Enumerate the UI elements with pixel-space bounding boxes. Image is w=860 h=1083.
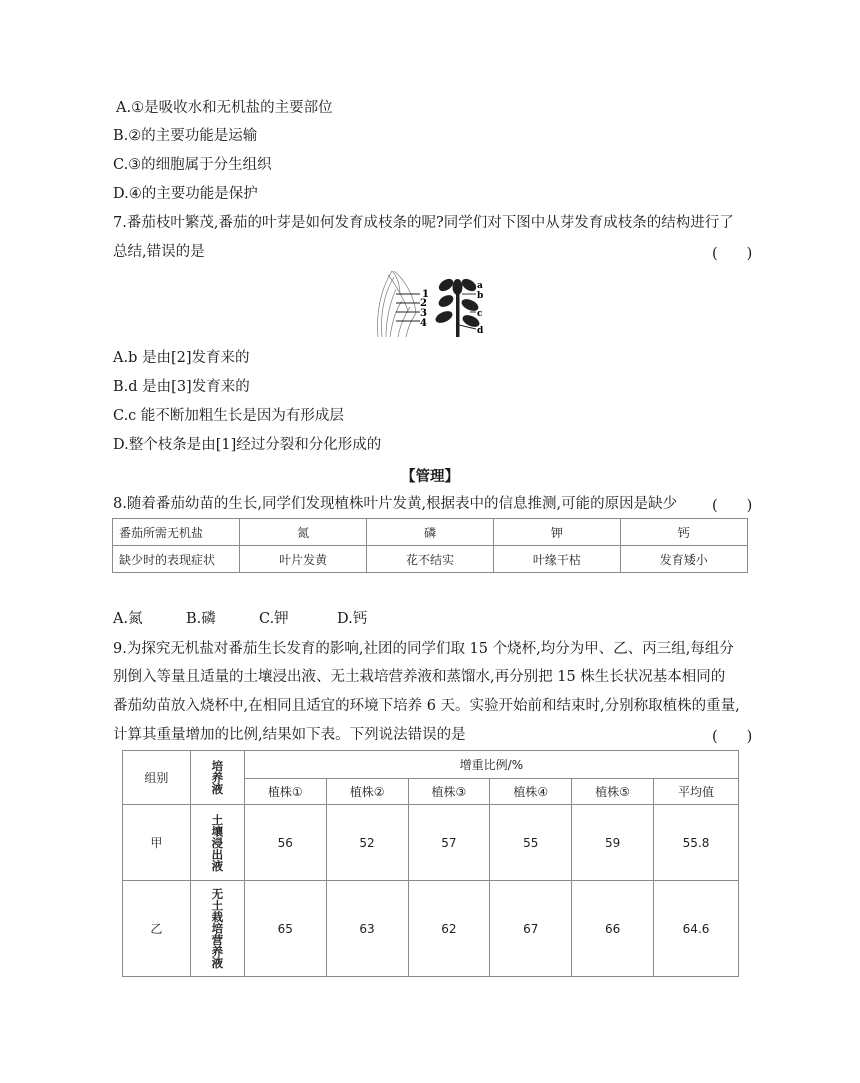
header-group: 组别 — [123, 751, 191, 805]
liquid-cell: 无土栽培营养液 — [190, 881, 244, 977]
q7-stem-line2: 总结,错误的是 — [113, 244, 205, 260]
branch-label-d: d — [477, 326, 484, 336]
q8-option-d: D.钙 — [337, 611, 368, 627]
bud-label-1: 1 — [422, 289, 429, 300]
table-cell: 氮 — [240, 519, 366, 546]
group-cell: 甲 — [123, 805, 191, 881]
table-cell: 缺少时的表现症状 — [113, 546, 240, 573]
table-row — [123, 805, 739, 881]
header-plant-4: 植株④ — [490, 779, 572, 805]
value-cell: 59 — [572, 805, 654, 881]
table-row — [113, 519, 748, 546]
q9-stem-line1: 9.为探究无机盐对番茄生长发育的影响,社团的同学们取 15 个烧杯,均分为甲、乙、丙三组,每组分 — [113, 641, 734, 657]
value-cell: 65 — [244, 881, 326, 977]
table-cell: 钙 — [620, 519, 747, 546]
bud-branch-figure — [370, 265, 490, 340]
q8-stem: 8.随着番茄幼苗的生长,同学们发现植株叶片发黄,根据表中的信息推测,可能的原因是缺少 — [113, 496, 678, 512]
bud-label-4: 4 — [420, 318, 427, 329]
q8-mineral-table — [112, 518, 748, 573]
value-cell: 57 — [408, 805, 490, 881]
liquid-cell: 土壤浸出液 — [190, 805, 244, 881]
bud-label-3: 3 — [420, 308, 427, 319]
branch-label-c: c — [477, 309, 483, 319]
header-plant-3: 植株③ — [408, 779, 490, 805]
q7-answer-paren: ( ) — [712, 246, 753, 262]
q9-stem-line4: 计算其重量增加的比例,结果如下表。下列说法错误的是 — [113, 727, 466, 743]
q9-stem-line2: 别倒入等量且适量的土壤浸出液、无土栽培营养液和蒸馏水,再分别把 15 株生长状况基本相同的 — [113, 669, 726, 685]
table-row — [123, 881, 739, 977]
table-row — [113, 546, 748, 573]
average-cell: 55.8 — [654, 805, 739, 881]
q7-option-d: D.整个枝条是由[1]经过分裂和分化形成的 — [113, 437, 382, 453]
group-cell: 乙 — [123, 881, 191, 977]
q8-options — [113, 609, 367, 629]
bud-sketch — [378, 271, 416, 337]
q9-stem-line3: 番茄幼苗放入烧杯中,在相同且适宜的环境下培养 6 天。实验开始前和结束时,分别称取植株的重量, — [113, 698, 740, 714]
branch-label-a: a — [477, 281, 483, 291]
q8-answer-paren: ( ) — [712, 498, 753, 514]
q6-option-b: B.②的主要功能是运输 — [113, 128, 258, 144]
value-cell: 62 — [408, 881, 490, 977]
q6-option-d: D.④的主要功能是保护 — [113, 186, 258, 202]
bud-label-2: 2 — [420, 298, 427, 309]
section-title: 【管理】 — [401, 468, 459, 485]
q9-weight-table — [122, 750, 739, 977]
table-cell: 番茄所需无机盐 — [113, 519, 240, 546]
table-cell: 磷 — [366, 519, 493, 546]
q8-option-a: A.氮 — [113, 611, 143, 627]
table-header-row — [123, 751, 739, 779]
table-cell: 发育矮小 — [620, 546, 747, 573]
table-cell: 钾 — [494, 519, 620, 546]
header-plant-1: 植株① — [244, 779, 326, 805]
header-plant-5: 植株⑤ — [572, 779, 654, 805]
q8-option-c: C.钾 — [259, 611, 289, 627]
q7-option-c: C.c 能不断加粗生长是因为有形成层 — [113, 408, 344, 424]
value-cell: 66 — [572, 881, 654, 977]
q7-stem-line1: 7.番茄枝叶繁茂,番茄的叶芽是如何发育成枝条的呢?同学们对下图中从芽发育成枝条的结构进行了 — [113, 215, 734, 231]
average-cell: 64.6 — [654, 881, 739, 977]
q6-option-a: A.①是吸收水和无机盐的主要部位 — [116, 100, 333, 116]
q8-option-b: B.磷 — [186, 611, 216, 627]
value-cell: 56 — [244, 805, 326, 881]
table-cell: 叶片发黄 — [240, 546, 366, 573]
q7-option-a: A.b 是由[2]发育来的 — [113, 350, 250, 366]
header-liquid: 培养液 — [190, 751, 244, 805]
q7-option-b: B.d 是由[3]发育来的 — [113, 379, 250, 395]
q6-option-c: C.③的细胞属于分生组织 — [113, 157, 272, 173]
header-average: 平均值 — [654, 779, 739, 805]
header-ratio: 增重比例/% — [244, 751, 738, 779]
branch-label-b: b — [477, 291, 484, 301]
value-cell: 52 — [326, 805, 408, 881]
header-plant-2: 植株② — [326, 779, 408, 805]
table-cell: 花不结实 — [366, 546, 493, 573]
q9-answer-paren: ( ) — [712, 729, 753, 745]
value-cell: 55 — [490, 805, 572, 881]
table-cell: 叶缘干枯 — [494, 546, 620, 573]
value-cell: 67 — [490, 881, 572, 977]
value-cell: 63 — [326, 881, 408, 977]
